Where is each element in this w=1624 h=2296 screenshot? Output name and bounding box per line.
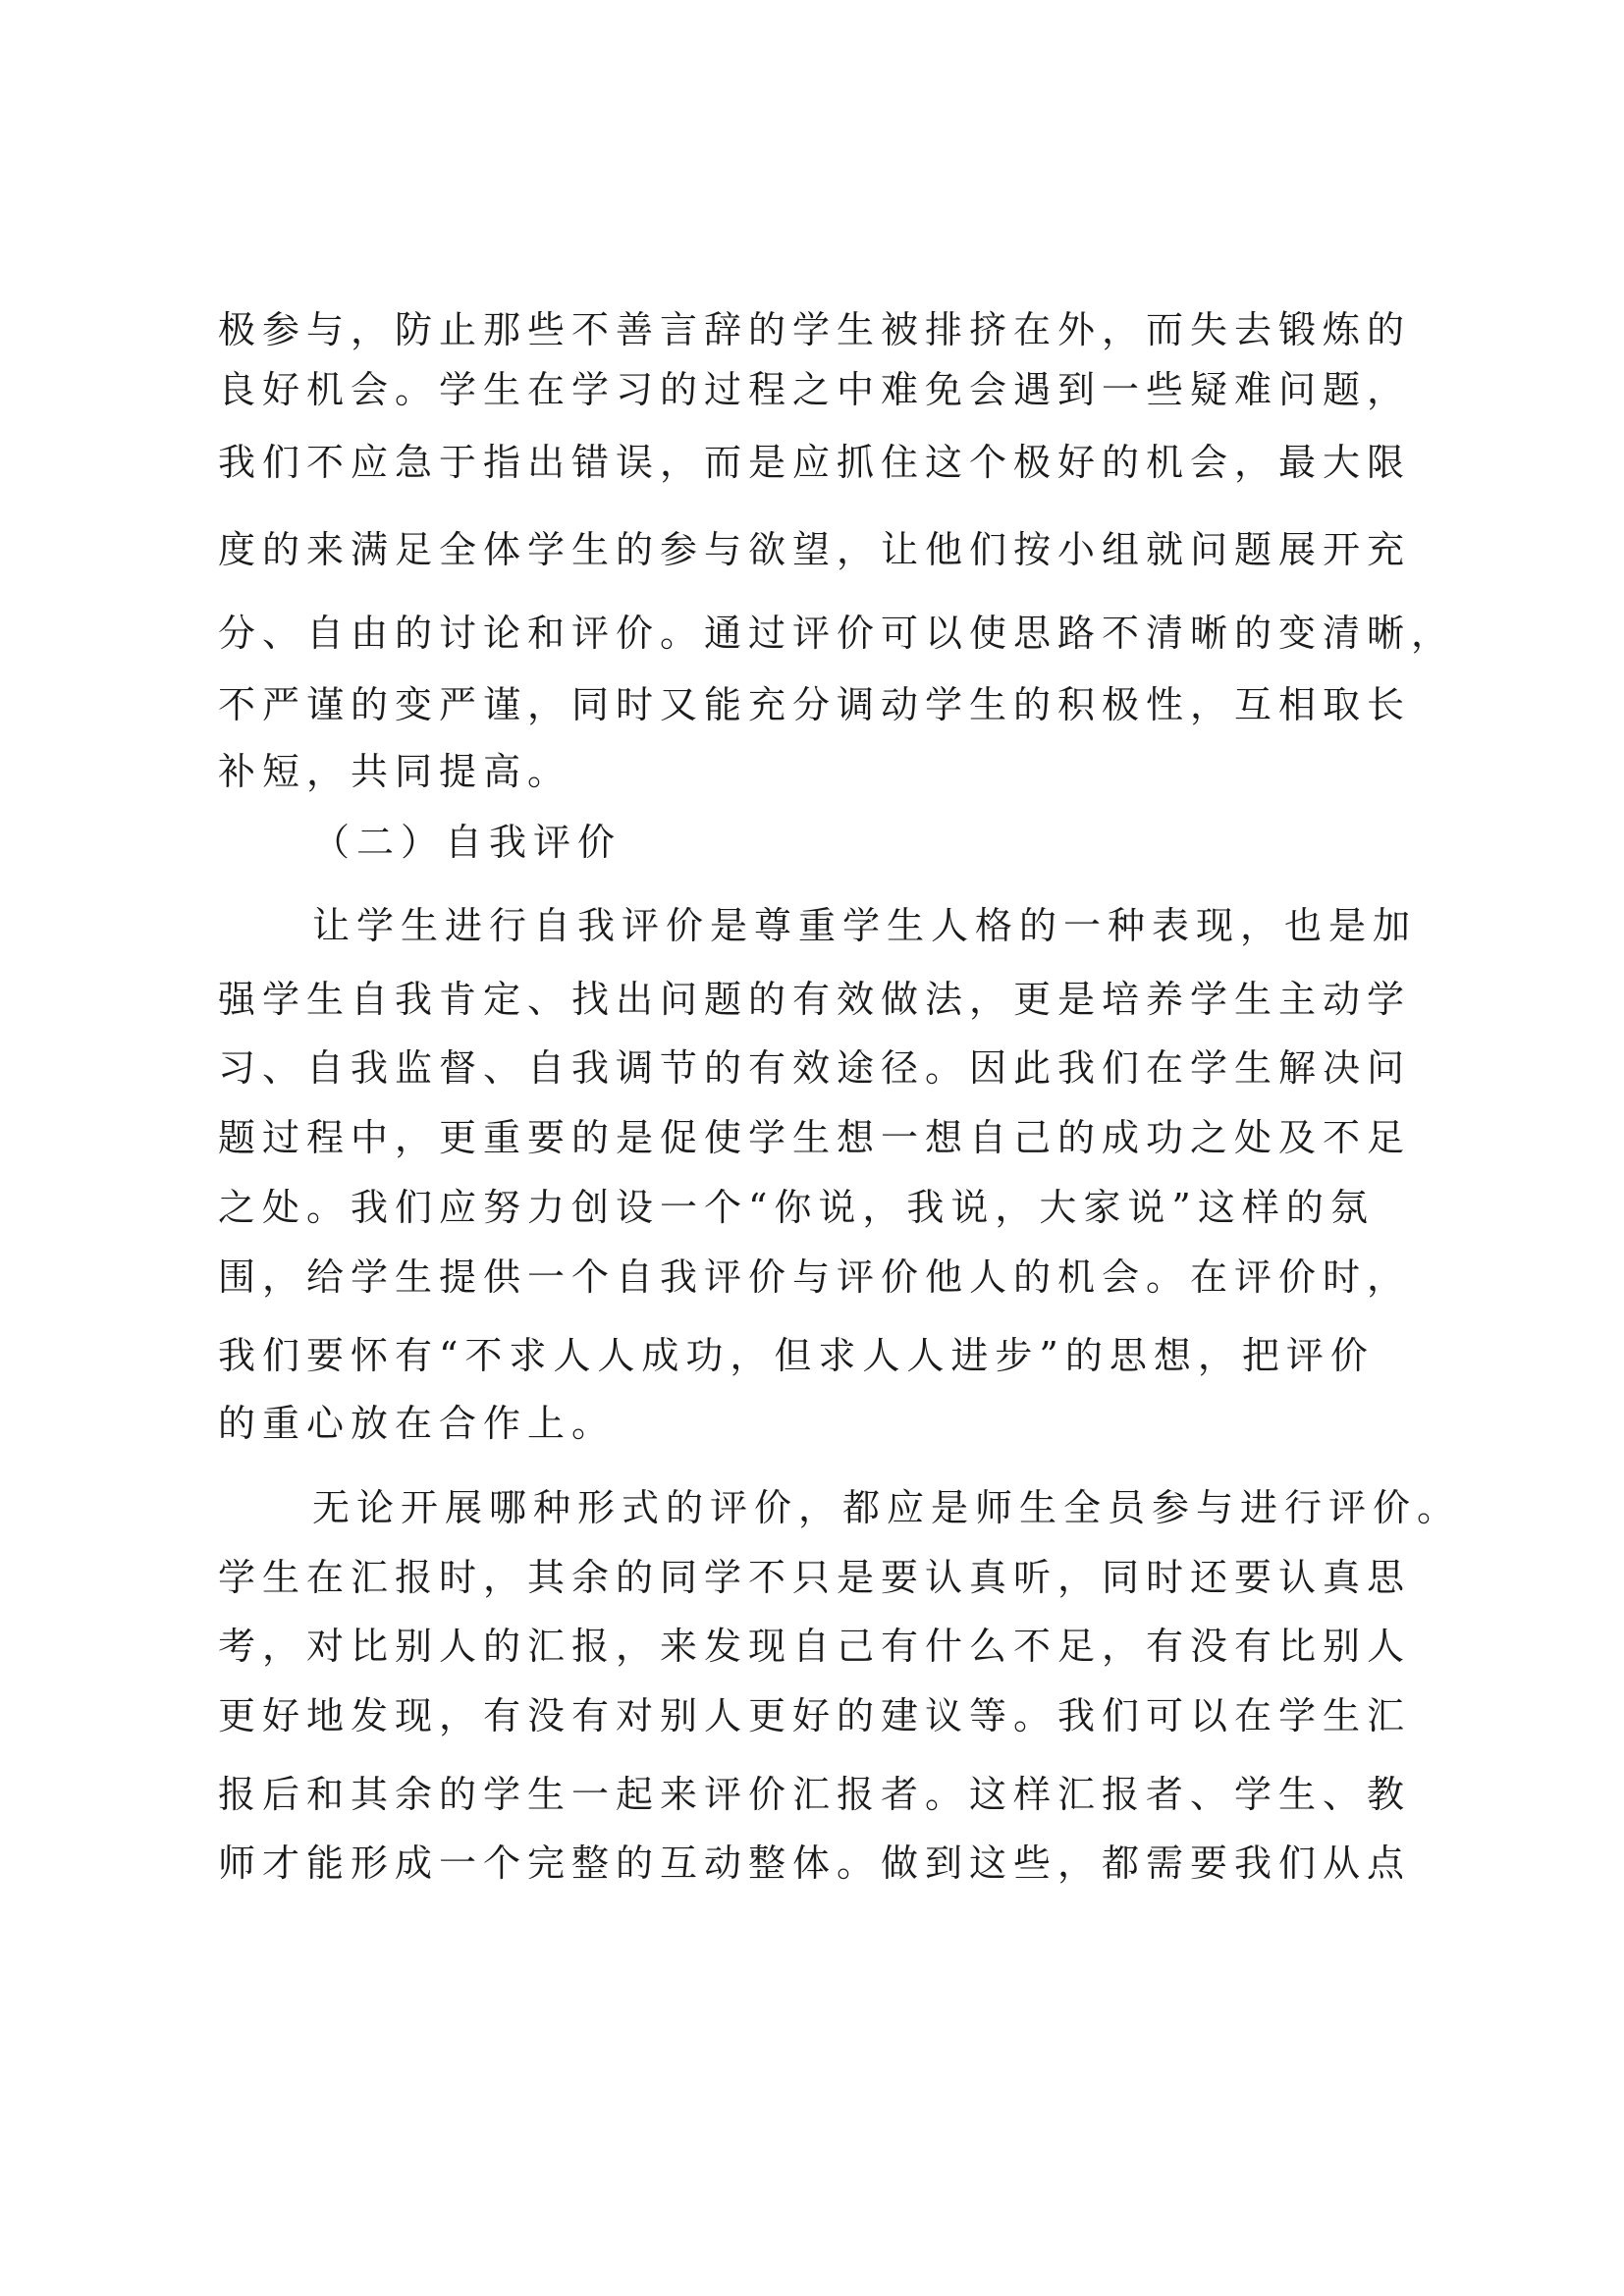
paragraph-2-line-4: 题过程中，更重要的是促使学生想一想自己的成功之处及不足 [218, 1116, 1412, 1159]
section-heading: （二）自我评价 [312, 821, 623, 864]
paragraph-1-line-3: 我们不应急于指出错误，而是应抓住这个极好的机会，最大限 [218, 441, 1412, 484]
paragraph-1-line-7: 补短，共同提高。 [218, 750, 572, 793]
paragraph-1-line-1: 极参与，防止那些不善言辞的学生被排挤在外，而失去锻炼的 [218, 308, 1412, 351]
paragraph-3-line-2: 学生在汇报时，其余的同学不只是要认真听，同时还要认真思 [218, 1556, 1412, 1599]
paragraph-2-line-5: 之处。我们应努力创设一个“你说，我说，大家说”这样的氛 [218, 1186, 1375, 1229]
paragraph-2-line-8: 的重心放在合作上。 [218, 1402, 617, 1445]
paragraph-1-line-6: 不严谨的变严谨，同时又能充分调动学生的积极性，互相取长 [218, 683, 1412, 726]
paragraph-3-line-6: 师才能形成一个完整的互动整体。做到这些，都需要我们从点 [218, 1842, 1412, 1885]
paragraph-3-line-5: 报后和其余的学生一起来评价汇报者。这样汇报者、学生、教 [218, 1773, 1412, 1816]
paragraph-2-line-3: 习、自我监督、自我调节的有效途径。因此我们在学生解决问 [218, 1046, 1412, 1090]
paragraph-2-line-6: 围，给学生提供一个自我评价与评价他人的机会。在评价时， [218, 1255, 1412, 1299]
paragraph-1-line-2: 良好机会。学生在学习的过程之中难免会遇到一些疑难问题， [218, 368, 1412, 411]
paragraph-1-line-4: 度的来满足全体学生的参与欲望，让他们按小组就问题展开充 [218, 528, 1412, 571]
paragraph-3-line-1: 无论开展哪种形式的评价，都应是师生全员参与进行评价。 [312, 1486, 1462, 1529]
paragraph-3-line-4: 更好地发现，有没有对别人更好的建议等。我们可以在学生汇 [218, 1694, 1412, 1737]
paragraph-1-line-5: 分、自由的讨论和评价。通过评价可以使思路不清晰的变清晰， [218, 612, 1456, 655]
paragraph-2-line-1: 让学生进行自我评价是尊重学生人格的一种表现，也是加 [312, 904, 1418, 947]
paragraph-2-line-7: 我们要怀有“不求人人成功，但求人人进步”的思想，把评价 [218, 1334, 1375, 1377]
paragraph-2-line-2: 强学生自我肯定、找出问题的有效做法，更是培养学生主动学 [218, 978, 1412, 1021]
paragraph-3-line-3: 考，对比别人的汇报，来发现自己有什么不足，有没有比别人 [218, 1625, 1412, 1668]
